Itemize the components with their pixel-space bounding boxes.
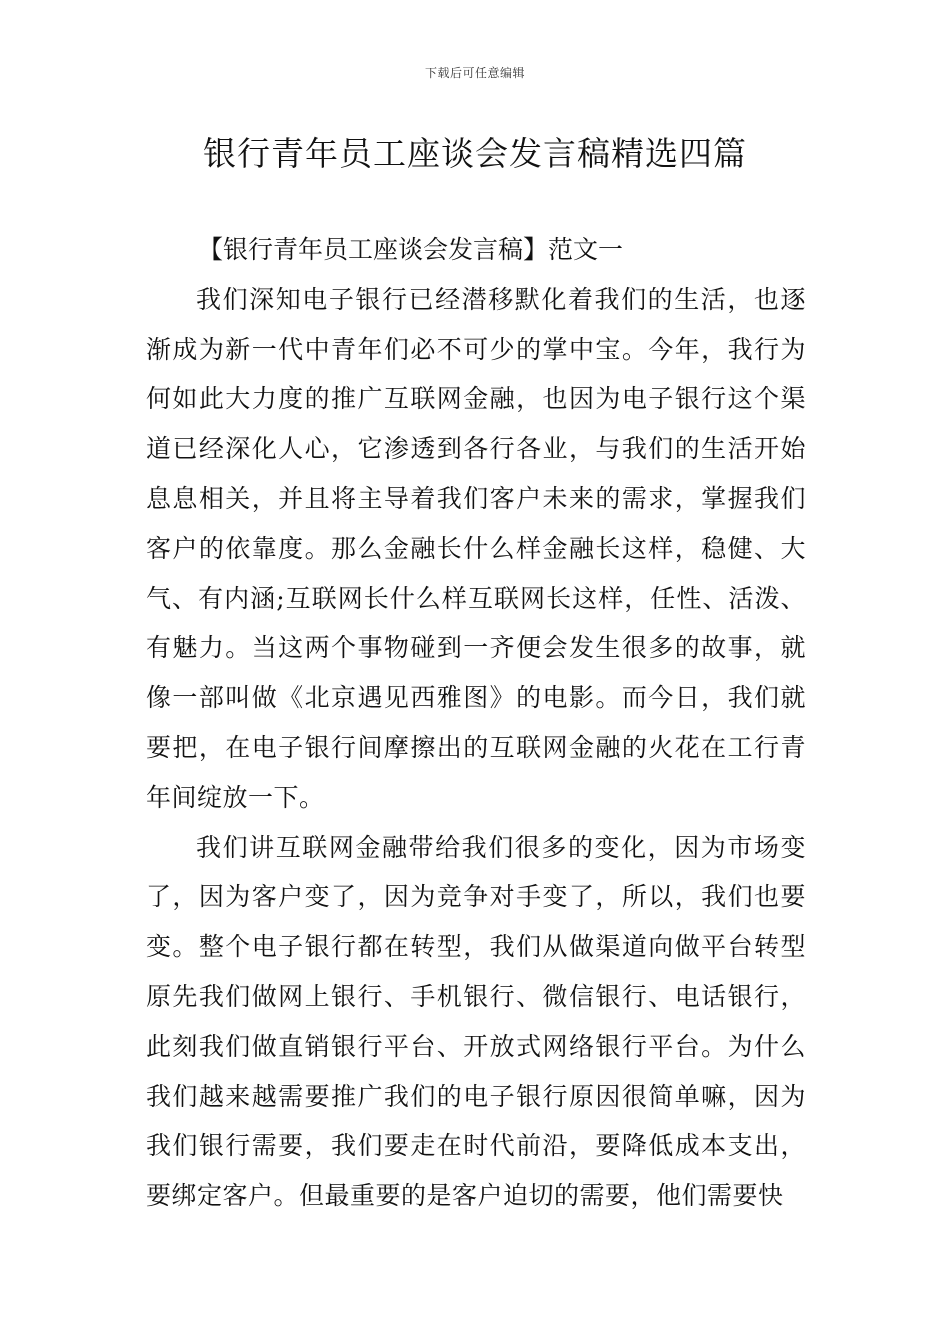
section-heading: 【银行青年员工座谈会发言稿】范文一	[198, 235, 624, 264]
paragraph-1: 我们深知电子银行已经潜移默化着我们的生活，也逐渐成为新一代中青年们必不可少的掌中宝。今年，我行为何如此大力度的推广互联网金融，也因为电子银行这个渠道已经深化人心，它渗透到各行各业，与我们的生活开始息息相关，并且将主导着我们客户未来的需求，掌握我们客户的依靠度。那么金融长什么样金融长这样，稳健、大气、有内涵;互联网长什么样互联网长这样，任性、活泼、有魅力。当这两个事物碰到一齐便会发生很多的故事，就像一部叫做《北京遇见西雅图》的电影。而今日，我们就要把，在电子银行间摩擦出的互联网金融的火花在工行青年间绽放一下。	[146, 284, 806, 812]
document-title: 银行青年员工座谈会发言稿精选四篇	[203, 134, 747, 173]
document-body	[146, 225, 806, 1221]
header-note: 下载后可任意编辑	[424, 66, 525, 80]
paragraph-2: 我们讲互联网金融带给我们很多的变化，因为市场变了，因为客户变了，因为竞争对手变了，所以，我们也要变。整个电子银行都在转型，我们从做渠道向做平台转型原先我们做网上银行、手机银行、微信银行、电话银行，此刻我们做直销银行平台、开放式网络银行平台。为什么我们越来越需要推广我们的电子银行原因很简单嘛，因为我们银行需要，我们要走在时代前沿，要降低成本支出，要绑定客户。但最重要的是客户迫切的需要，他们需要快	[146, 832, 806, 1211]
